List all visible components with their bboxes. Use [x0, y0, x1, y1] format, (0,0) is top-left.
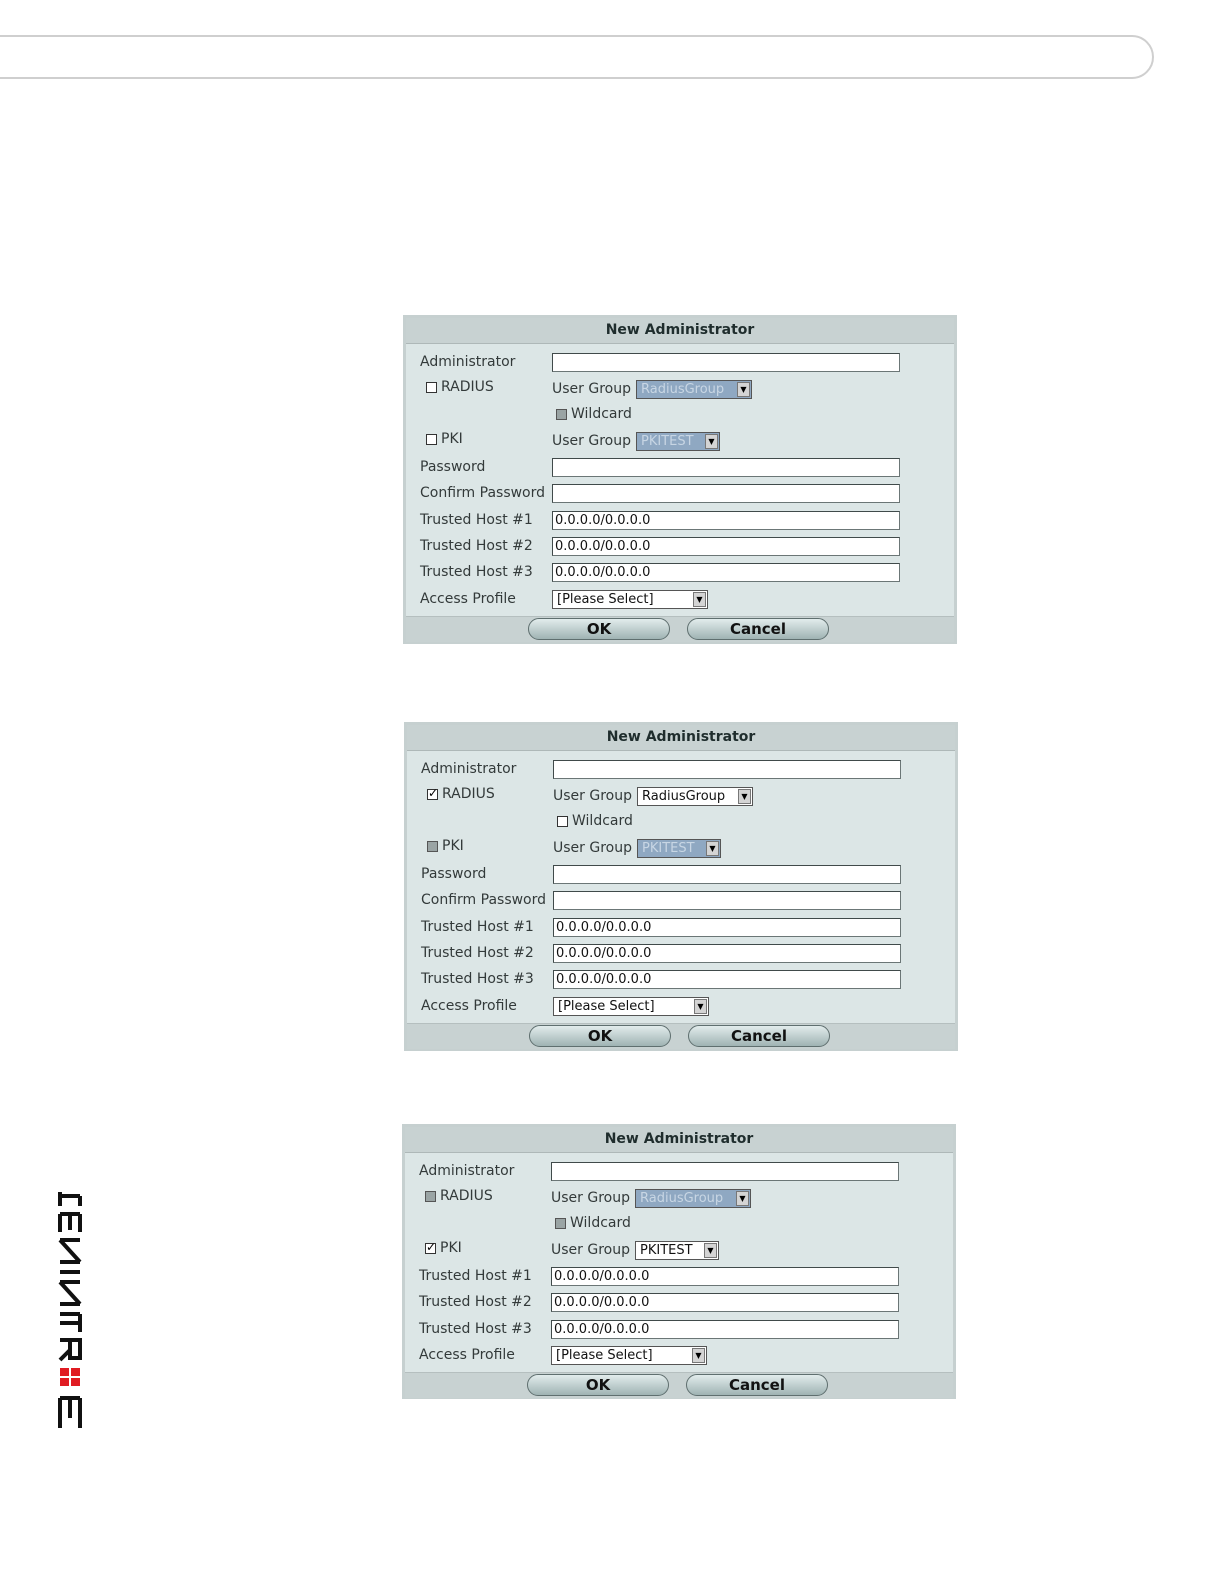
- access-profile-label: Access Profile: [420, 591, 516, 607]
- new-administrator-dialog-1: [403, 315, 957, 644]
- cancel-button[interactable]: Cancel: [687, 618, 829, 640]
- radius-user-group-value: RadiusGroup: [640, 1191, 724, 1206]
- trusted-host-1-label: Trusted Host #1: [419, 1268, 532, 1284]
- chevron-down-icon: ▼: [706, 841, 719, 856]
- radius-checkbox[interactable]: [427, 789, 438, 800]
- wildcard-label: Wildcard: [572, 813, 633, 829]
- dialog-title: New Administrator: [406, 318, 954, 344]
- radius-user-group-label: User Group: [553, 788, 632, 804]
- access-profile-select[interactable]: [553, 997, 709, 1016]
- administrator-input[interactable]: [553, 760, 901, 779]
- chevron-down-icon: ▼: [736, 1191, 749, 1206]
- pki-user-group-select[interactable]: [637, 839, 721, 858]
- confirm-password-label: Confirm Password: [420, 485, 546, 501]
- wildcard-checkbox[interactable]: [555, 1218, 566, 1229]
- trusted-host-2-label: Trusted Host #2: [420, 538, 533, 554]
- pki-user-group-label: User Group: [551, 1242, 630, 1258]
- chevron-down-icon: ▼: [737, 382, 750, 397]
- chevron-down-icon: ▼: [705, 434, 718, 449]
- cancel-button[interactable]: Cancel: [686, 1374, 828, 1396]
- dialog-footer: [406, 616, 954, 642]
- access-profile-select[interactable]: [552, 590, 708, 609]
- pki-user-group-label: User Group: [553, 840, 632, 856]
- password-label: Password: [420, 459, 486, 475]
- trusted-host-1-label: Trusted Host #1: [421, 919, 534, 935]
- confirm-password-label: Confirm Password: [421, 892, 547, 908]
- password-input[interactable]: [552, 458, 900, 477]
- administrator-input[interactable]: [552, 353, 900, 372]
- trusted-host-3-label: Trusted Host #3: [421, 971, 534, 987]
- pki-checkbox-row[interactable]: [427, 838, 464, 854]
- radius-checkbox[interactable]: [426, 382, 437, 393]
- fortinet-logo: [56, 1192, 84, 1432]
- wildcard-checkbox-row[interactable]: [557, 813, 633, 829]
- password-label: Password: [421, 866, 487, 882]
- pki-checkbox-row[interactable]: [426, 431, 463, 447]
- trusted-host-2-input[interactable]: 0.0.0.0/0.0.0.0: [552, 537, 900, 556]
- trusted-host-1-input[interactable]: 0.0.0.0/0.0.0.0: [551, 1267, 899, 1286]
- radius-user-group-value: RadiusGroup: [642, 789, 726, 804]
- wildcard-label: Wildcard: [570, 1215, 631, 1231]
- trusted-host-1-label: Trusted Host #1: [420, 512, 533, 528]
- pki-label: PKI: [442, 838, 464, 854]
- wildcard-checkbox-row[interactable]: [555, 1215, 631, 1231]
- pki-user-group-value: PKITEST: [642, 841, 695, 856]
- administrator-label: Administrator: [420, 354, 516, 370]
- administrator-input[interactable]: [551, 1162, 899, 1181]
- pki-checkbox-row[interactable]: [425, 1240, 462, 1256]
- ok-button[interactable]: OK: [527, 1374, 669, 1396]
- radius-user-group-label: User Group: [552, 381, 631, 397]
- access-profile-value: [Please Select]: [556, 1348, 653, 1363]
- trusted-host-3-input[interactable]: 0.0.0.0/0.0.0.0: [553, 970, 901, 989]
- pki-user-group-select[interactable]: [636, 432, 720, 451]
- wildcard-checkbox[interactable]: [557, 816, 568, 827]
- pki-user-group-select[interactable]: [635, 1241, 719, 1260]
- pki-user-group-value: PKITEST: [640, 1243, 693, 1258]
- trusted-host-2-label: Trusted Host #2: [421, 945, 534, 961]
- chevron-down-icon: ▼: [694, 999, 707, 1014]
- radius-user-group-select[interactable]: [635, 1189, 751, 1208]
- pki-checkbox[interactable]: [425, 1243, 436, 1254]
- pki-user-group-label: User Group: [552, 433, 631, 449]
- wildcard-checkbox[interactable]: [556, 409, 567, 420]
- ok-button[interactable]: OK: [529, 1025, 671, 1047]
- confirm-password-input[interactable]: [553, 891, 901, 910]
- chevron-down-icon: ▼: [692, 1348, 705, 1363]
- radius-checkbox-row[interactable]: [426, 379, 494, 395]
- pki-label: PKI: [440, 1240, 462, 1256]
- trusted-host-2-input[interactable]: 0.0.0.0/0.0.0.0: [553, 944, 901, 963]
- wildcard-label: Wildcard: [571, 406, 632, 422]
- access-profile-label: Access Profile: [421, 998, 517, 1014]
- trusted-host-3-label: Trusted Host #3: [420, 564, 533, 580]
- trusted-host-1-input[interactable]: 0.0.0.0/0.0.0.0: [553, 918, 901, 937]
- chevron-down-icon: ▼: [693, 592, 706, 607]
- trusted-host-3-input[interactable]: 0.0.0.0/0.0.0.0: [552, 563, 900, 582]
- access-profile-value: [Please Select]: [557, 592, 654, 607]
- dialog-title: New Administrator: [407, 725, 955, 751]
- pki-checkbox[interactable]: [427, 841, 438, 852]
- wildcard-checkbox-row[interactable]: [556, 406, 632, 422]
- pki-label: PKI: [441, 431, 463, 447]
- cancel-button[interactable]: Cancel: [688, 1025, 830, 1047]
- page-header-bar: [0, 35, 1154, 79]
- access-profile-label: Access Profile: [419, 1347, 515, 1363]
- radius-user-group-select[interactable]: [637, 787, 753, 806]
- trusted-host-2-input[interactable]: 0.0.0.0/0.0.0.0: [551, 1293, 899, 1312]
- access-profile-select[interactable]: [551, 1346, 707, 1365]
- radius-user-group-value: RadiusGroup: [641, 382, 725, 397]
- radius-user-group-select[interactable]: [636, 380, 752, 399]
- radius-checkbox-row[interactable]: [427, 786, 495, 802]
- pki-user-group-value: PKITEST: [641, 434, 694, 449]
- access-profile-value: [Please Select]: [558, 999, 655, 1014]
- new-administrator-dialog-3: [402, 1124, 956, 1399]
- dialog-footer: [407, 1023, 955, 1049]
- trusted-host-2-label: Trusted Host #2: [419, 1294, 532, 1310]
- dialog-footer: [405, 1372, 953, 1398]
- chevron-down-icon: ▼: [704, 1243, 717, 1258]
- new-administrator-dialog-2: [404, 722, 958, 1051]
- radius-label: RADIUS: [440, 1188, 493, 1204]
- trusted-host-3-input[interactable]: 0.0.0.0/0.0.0.0: [551, 1320, 899, 1339]
- pki-checkbox[interactable]: [426, 434, 437, 445]
- trusted-host-3-label: Trusted Host #3: [419, 1321, 532, 1337]
- administrator-label: Administrator: [421, 761, 517, 777]
- trusted-host-1-input[interactable]: 0.0.0.0/0.0.0.0: [552, 511, 900, 530]
- radius-checkbox[interactable]: [425, 1191, 436, 1202]
- administrator-label: Administrator: [419, 1163, 515, 1179]
- confirm-password-input[interactable]: [552, 484, 900, 503]
- radius-label: RADIUS: [442, 786, 495, 802]
- dialog-title: New Administrator: [405, 1127, 953, 1153]
- chevron-down-icon: ▼: [738, 789, 751, 804]
- radius-label: RADIUS: [441, 379, 494, 395]
- ok-button[interactable]: OK: [528, 618, 670, 640]
- password-input[interactable]: [553, 865, 901, 884]
- radius-checkbox-row[interactable]: [425, 1188, 493, 1204]
- radius-user-group-label: User Group: [551, 1190, 630, 1206]
